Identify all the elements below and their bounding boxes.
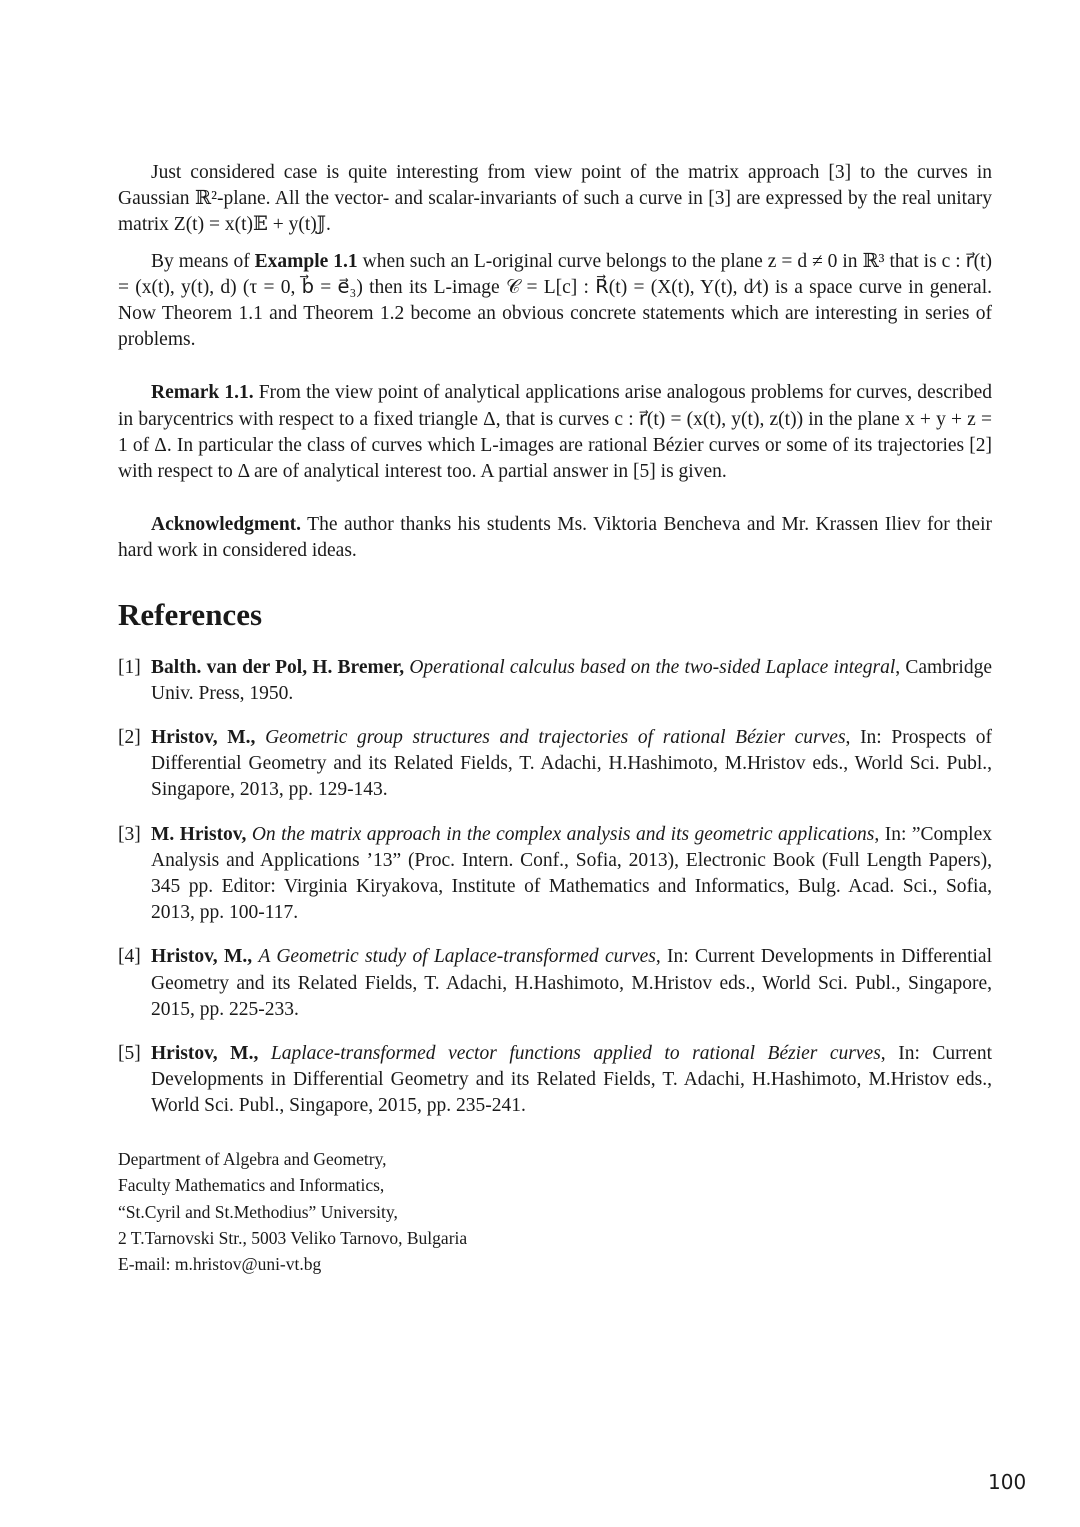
reference-item (118, 1041, 992, 1120)
address-university: “St.Cyril and St.Methodius” University, (118, 1201, 398, 1222)
reference-item (118, 944, 992, 1023)
reference-number: [1] (118, 656, 141, 678)
reference-authors: Hristov, M., (151, 727, 256, 749)
reference-body (151, 725, 992, 804)
acknowledgment-paragraph (118, 512, 992, 564)
references-heading: References (118, 596, 263, 632)
reference-details: , Cambridge Univ. Press, 1950. (151, 656, 993, 704)
reference-title: A Geometric study of Laplace-transformed curves (258, 946, 656, 968)
reference-authors: Balth. van der Pol, H. Bremer, (151, 656, 405, 678)
address-street: 2 T.Tarnovski Str., 5003 Veliko Tarnovo, Bulgaria (118, 1227, 468, 1248)
reference-item (118, 655, 992, 707)
address-department: Department of Algebra and Geometry, (118, 1148, 387, 1169)
remark-text: From the view point of analytical applications arise analogous problems for curves, described in barycentrics with respect to a fixed triangle Δ, that is curves c : r⃗(t) = (x(t), y(t), z(t)) in the plane x + y + z = 1 of Δ. In particular the class of curves which L-images are rational Bézier curves or some of its trajectories [2] with respect to Δ are of analytical interest too. A partial answer in [5] is given. (118, 382, 992, 483)
remark-label: Remark 1.1. (151, 382, 254, 404)
reference-authors: M. Hristov, (151, 823, 247, 845)
reference-number: [4] (118, 946, 141, 968)
page-content (118, 160, 992, 1278)
reference-authors: Hristov, M., (151, 946, 253, 968)
reference-body (151, 822, 992, 927)
reference-authors: Hristov, M., (151, 1043, 259, 1065)
address-faculty: Faculty Mathematics and Informatics, (118, 1175, 385, 1196)
remark-paragraph (118, 380, 992, 485)
reference-details: , In: Current Developments in Differential Geometry and its Related Fields, T. Adachi, H.Hashimoto, M.Hristov eds., World Sci. Publ., Singapore, 2015, pp. 235-241. (151, 1043, 992, 1117)
example-reference: Example 1.1 (254, 250, 358, 272)
reference-item (118, 822, 992, 927)
reference-item (118, 725, 992, 804)
reference-number: [2] (118, 727, 141, 749)
reference-details: , In: Current Developments in Differential Geometry and its Related Fields, T. Adachi, H.Hashimoto, M.Hristov eds., World Sci. Publ., Singapore, 2015, pp. 225-233. (151, 946, 992, 1020)
reference-number: [3] (118, 823, 141, 845)
reference-body (151, 944, 992, 1023)
reference-details: , In: Prospects of Differential Geometry and its Related Fields, T. Adachi, H.Hashimoto, M.Hristov eds., World Sci. Publ., Singapore, 2013, pp. 129-143. (151, 727, 992, 801)
acknowledgment-label: Acknowledgment. (151, 514, 302, 536)
paragraph-example (118, 249, 992, 354)
reference-title: Laplace-transformed vector functions applied to rational Bézier curves (270, 1043, 881, 1065)
reference-title: Geometric group structures and trajectories of rational Bézier curves (265, 727, 846, 749)
paragraph-matrix-approach: Just considered case is quite interesting from view point of the matrix approach [3] to the curves in Gaussian ℝ²-plane. All the vector- and scalar-invariants of such a curve in [3] are expressed by the real unitary matrix Z(t) = x(t)𝔼 + y(t)𝕁. (118, 162, 992, 236)
reference-title: Operational calculus based on the two-sided Laplace integral (409, 656, 896, 678)
acknowledgment-text: The author thanks his students Ms. Viktoria Bencheva and Mr. Krassen Iliev for their hard work in considered ideas. (118, 514, 992, 562)
page-number: 100 (988, 1470, 1027, 1494)
reference-body (151, 1041, 992, 1120)
paragraph-example-rest: when such an L-original curve belongs to the plane z = d ≠ 0 in ℝ³ that is c : r⃗(t) = (x(t), y(t), d) (τ = 0, b⃗ = e⃗₃) then its L-image 𝒞 = L[c] : R⃗(t) = (X(t), Y(t), d⁄t) is a space curve in general. Now Theorem 1.1 and Theorem 1.2 become an obvious concrete statements which are interesting in series of problems. (118, 250, 992, 351)
reference-details: , In: ”Complex Analysis and Applications ’13” (Proc. Intern. Conf., Sofia, 2013), Electronic Book (Full Length Papers), 345 pp. Editor: Virginia Kiryakova, Institute of Mathematics and Informatics, Bulg. Acad. Sci., Sofia, 2013, pp. 100-117. (151, 823, 992, 924)
reference-body (151, 655, 992, 707)
address-email: E-mail: m.hristov@uni-vt.bg (118, 1254, 322, 1275)
paragraph-example-lead: By means of (151, 250, 250, 272)
author-address (118, 1146, 992, 1278)
reference-number: [5] (118, 1043, 141, 1065)
reference-list (118, 655, 992, 1120)
reference-title: On the matrix approach in the complex analysis and its geometric applications (251, 823, 875, 845)
